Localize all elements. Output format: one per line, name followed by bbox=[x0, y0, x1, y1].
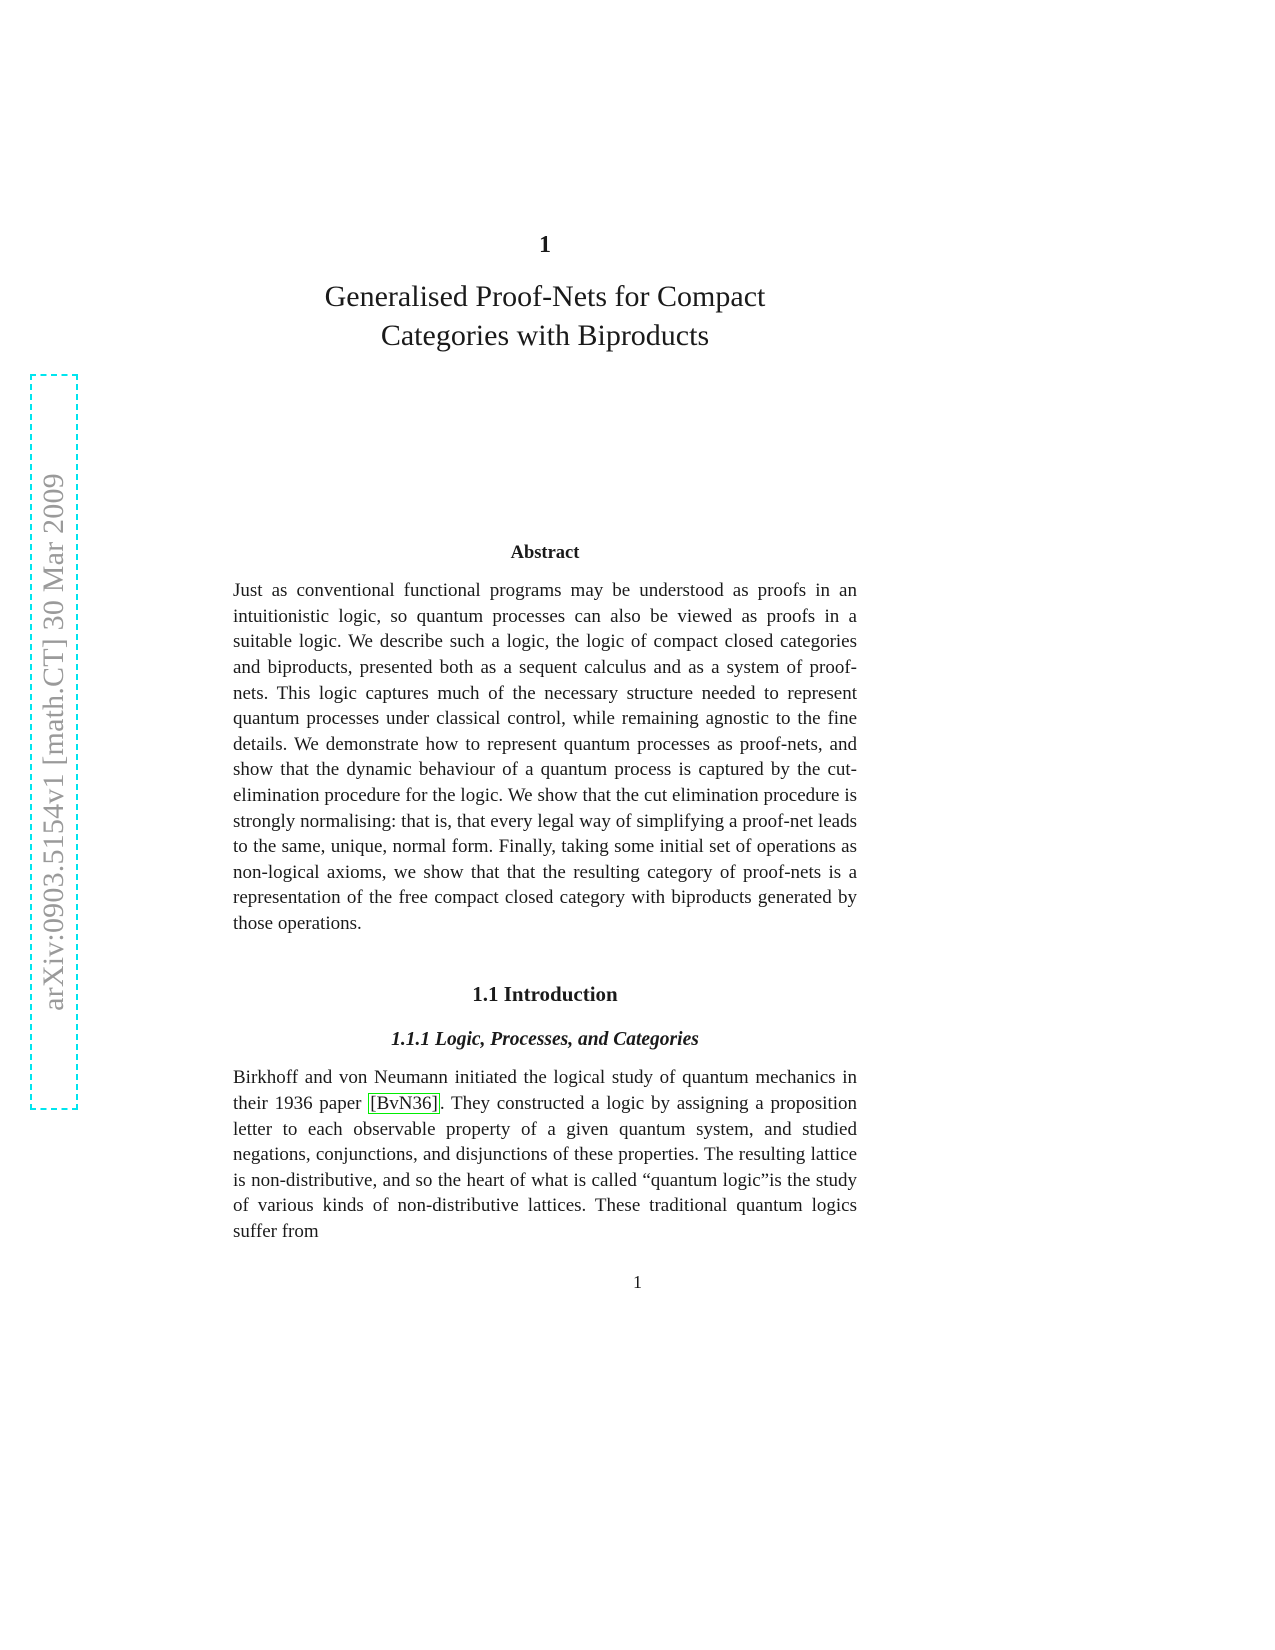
section-heading: 1.1 Introduction bbox=[472, 982, 618, 1007]
intro-text-before-citation: Birkhoff and von Neumann initiated the logical study of quantum mechanics in their 1936 paper bbox=[233, 1067, 857, 1115]
page-title bbox=[233, 278, 857, 355]
citation-link-bvn36[interactable]: [BvN36] bbox=[370, 1093, 438, 1115]
arxiv-stamp bbox=[30, 374, 78, 1110]
intro-text-after-citation: . They constructed a logic by assigning a proposition letter to each observable property of a given quantum system, and studied negations, conjunctions, and disjunctions of these properties. The resulting lattice is non-distributive, and so the heart of what is called “quantum logic”is the study of various kinds of non-distributive lattices. These traditional quantum logics suffer from bbox=[233, 1093, 857, 1243]
abstract-heading: Abstract bbox=[510, 543, 580, 564]
page-number: 1 bbox=[633, 1272, 642, 1292]
text-column bbox=[233, 0, 857, 1264]
chapter-title-line-2: Categories with Biproducts bbox=[380, 318, 710, 352]
intro-paragraph bbox=[233, 1065, 857, 1244]
arxiv-stamp-text: arXiv:0903.5154v1 [math.CT] 30 Mar 2009 bbox=[37, 473, 70, 1011]
chapter-number: 1 bbox=[539, 232, 551, 258]
subsection-heading: 1.1.1 Logic, Processes, and Categories bbox=[391, 1029, 699, 1051]
abstract-body: Just as conventional functional programs may be understood as proofs in an intuitionistic logic, so quantum processes can also be viewed as proofs in a suitable logic. We describe such a logic, the logic of compact closed categories and biproducts, presented both as a sequent calculus and as a system of proof-nets. This logic captures much of the necessary structure needed to represent quantum processes under classical control, while remaining agnostic to the fine details. We demonstrate how to represent quantum processes as proof-nets, and show that the dynamic behaviour of a quantum process is captured by the cut-elimination procedure for the logic. We show that the cut elimination procedure is strongly normalising: that is, that every legal way of simplifying a proof-net leads to the same, unique, normal form. Finally, taking some initial set of operations as non-logical axioms, we show that that the resulting category of proof-nets is a representation of the free compact closed category with biproducts generated by those operations. bbox=[233, 580, 857, 934]
chapter-title-line-1: Generalised Proof-Nets for Compact bbox=[324, 280, 766, 314]
